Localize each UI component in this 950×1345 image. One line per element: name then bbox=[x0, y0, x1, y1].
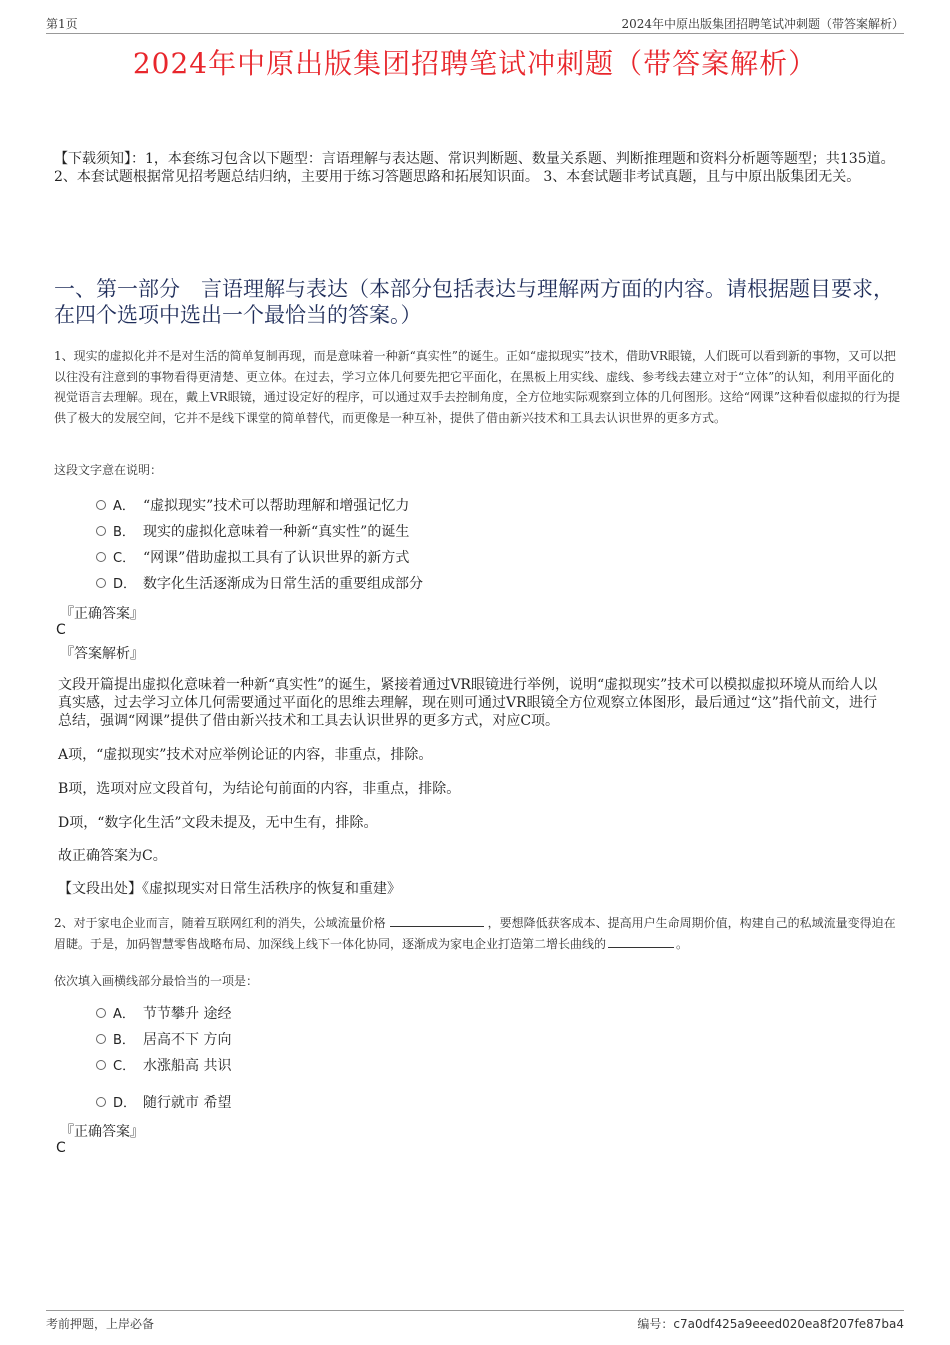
header-doc-title: 2024年中原出版集团招聘笔试冲刺题（带答案解析） bbox=[621, 17, 904, 31]
fill-blank-2[interactable] bbox=[608, 935, 674, 948]
question-2-prompt: 依次填入画横线部分最恰当的一项是： bbox=[54, 974, 259, 988]
option-letter: A． bbox=[113, 499, 135, 514]
option-text: “网课”借助虚拟工具有了认识世界的新方式 bbox=[143, 550, 410, 566]
footer-code-value: c7a0df425a9eeed020ea8f207fe87ba4 bbox=[673, 1317, 904, 1331]
option-text: 居高不下 方向 bbox=[143, 1032, 232, 1048]
q1-answer: C bbox=[56, 622, 66, 638]
q1-option-c[interactable] bbox=[96, 548, 409, 568]
q1-option-b[interactable] bbox=[96, 522, 409, 542]
option-letter: B． bbox=[113, 525, 135, 540]
q1-analysis-b: B项，选项对应文段首句，为结论句前面的内容，非重点，排除。 bbox=[58, 781, 461, 797]
question-1-prompt: 这段文字意在说明： bbox=[54, 463, 163, 477]
option-text: 水涨船高 共识 bbox=[143, 1058, 232, 1074]
page-title: 2024年中原出版集团招聘笔试冲刺题（带答案解析） bbox=[132, 47, 818, 80]
option-letter: C． bbox=[113, 1059, 136, 1074]
question-2-text bbox=[54, 913, 900, 954]
option-text: 节节攀升 途经 bbox=[143, 1006, 232, 1022]
option-text: “虚拟现实”技术可以帮助理解和增强记忆力 bbox=[143, 498, 410, 514]
q1-answer-label: 『正确答案』 bbox=[60, 606, 144, 622]
question-1-text: 1、现实的虚拟化并不是对生活的简单复制再现，而是意味着一种新“真实性”的诞生。正如“虚拟现实”技术，借助VR眼镜，人们既可以看到新的事物，又可以把以往没有注意到的事物看得更清楚、更立体。在过去，学习立体几何要先把它平面化，在黑板上用实线、虚线、参考线去建立对于“立体”的认知，利用平面化的视觉语言去理解。现在，戴上VR眼镜，通过设定好的程序，可以通过双手去控制角度，全方位地实际观察到立体的几何图形。这给“网课”这种看似虚拟的行为提供了极大的发展空间，它并不是线下课堂的简单替代，而更像是一种互补，提供了借由新兴技术和工具去认识世界的更多方式。 bbox=[54, 349, 900, 425]
q1-analysis-paragraph: 文段开篇提出虚拟化意味着一种新“真实性”的诞生，紧接着通过VR眼镜进行举例，说明“虚拟现实”技术可以模拟虚拟环境从而给人以真实感，过去学习立体几何需要通过平面化的思维去理解，现在则可通过VR眼镜全方位观察立体图形，最后通过“这”指代前文，进行总结，强调“网课”提供了借由新兴技术和工具去认识世界的更多方式，对应C项。 bbox=[58, 677, 878, 729]
radio-icon[interactable] bbox=[96, 526, 106, 536]
page-number: 第1页 bbox=[46, 17, 78, 31]
section-heading: 一、第一部分 言语理解与表达（本部分包括表达与理解两方面的内容。请根据题目要求，在四个选项中选出一个最恰当的答案。） bbox=[54, 277, 894, 327]
option-letter: D． bbox=[113, 1096, 137, 1111]
q1-option-a[interactable] bbox=[96, 496, 409, 516]
option-letter: C． bbox=[113, 551, 136, 566]
q1-source: 【文段出处】《虚拟现实对日常生活秩序的恢复和重建》 bbox=[58, 881, 401, 897]
q1-option-d[interactable] bbox=[96, 574, 423, 594]
q2-text-part2: ，要想降低获客成本、提高用户生命周期价值，构建自己的私域流量变得迫在眉睫。于是，加码智慧零售战略布局、加深线上线下一体化协同，逐渐成为家电企业打造第二增长曲线的 bbox=[54, 916, 896, 951]
q2-option-a[interactable] bbox=[96, 1004, 231, 1024]
radio-icon[interactable] bbox=[96, 1097, 106, 1107]
footer-code bbox=[637, 1315, 904, 1332]
q2-option-b[interactable] bbox=[96, 1030, 231, 1050]
footer-slogan: 考前押题，上岸必备 bbox=[46, 1317, 155, 1331]
q1-analysis-label: 『答案解析』 bbox=[60, 646, 144, 662]
footer-rule bbox=[46, 1310, 904, 1311]
fill-blank-1[interactable] bbox=[390, 914, 484, 927]
option-letter: A． bbox=[113, 1007, 135, 1022]
option-text: 数字化生活逐渐成为日常生活的重要组成部分 bbox=[143, 576, 423, 592]
q2-option-c[interactable] bbox=[96, 1056, 231, 1076]
q1-analysis-d: D项，“数字化生活”文段未提及，无中生有，排除。 bbox=[58, 815, 378, 831]
q2-option-d[interactable] bbox=[96, 1093, 231, 1113]
radio-icon[interactable] bbox=[96, 1034, 106, 1044]
radio-icon[interactable] bbox=[96, 1008, 106, 1018]
header-rule bbox=[46, 33, 904, 34]
option-letter: D． bbox=[113, 577, 137, 592]
q2-text-part3: 。 bbox=[676, 936, 689, 951]
q2-answer: C bbox=[56, 1140, 66, 1156]
option-letter: B． bbox=[113, 1033, 135, 1048]
radio-icon[interactable] bbox=[96, 500, 106, 510]
q2-text-part1: 2、对于家电企业而言，随着互联网红利的消失，公域流量价格 bbox=[54, 916, 386, 930]
q2-answer-label: 『正确答案』 bbox=[60, 1124, 144, 1140]
option-text: 随行就市 希望 bbox=[143, 1095, 232, 1111]
radio-icon[interactable] bbox=[96, 1060, 106, 1070]
download-notice: 【下载须知】：1，本套练习包含以下题型：言语理解与表达题、常识判断题、数量关系题、判断推理题和资料分析题等题型；共135道。 2、本套试题根据常见招考题总结归纳，主要用于练习答题思路和拓展知识面。 3、本套试题非考试真题，且与中原出版集团无关。 bbox=[54, 151, 895, 185]
q1-analysis-a: A项，“虚拟现实”技术对应举例论证的内容，非重点，排除。 bbox=[58, 747, 433, 763]
option-text: 现实的虚拟化意味着一种新“真实性”的诞生 bbox=[143, 524, 410, 540]
footer-code-label: 编号： bbox=[637, 1317, 674, 1331]
radio-icon[interactable] bbox=[96, 578, 106, 588]
radio-icon[interactable] bbox=[96, 552, 106, 562]
q1-analysis-conclusion: 故正确答案为C。 bbox=[58, 848, 167, 864]
